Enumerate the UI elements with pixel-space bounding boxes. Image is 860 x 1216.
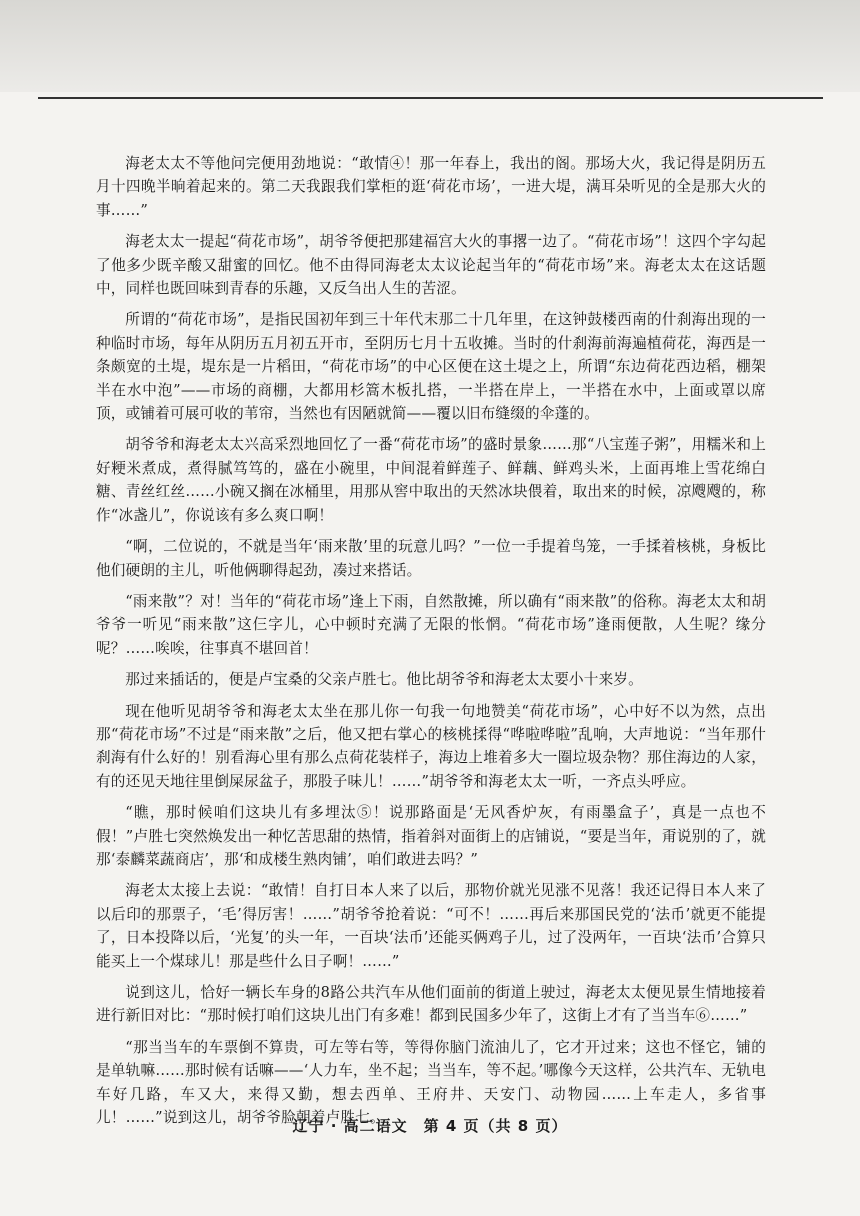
paragraph-10: 海老太太接上去说：“敢情！自打日本人来了以后，那物价就光见涨不见落！我还记得日本人来了以后印的那票子，‘毛’得厉害！……”胡爷爷抢着说：“可不！……再后来那国民党的‘法币’就更不能提了，日本投降以后，‘光复’的头一年，一百块‘法币’还能买俩鸡子儿，过了没两年，一百块‘法币’合算只能买上一个煤球儿！那是些什么日子啊！……” <box>96 882 766 970</box>
paragraph-7: 那过来插话的，便是卢宝桑的父亲卢胜七。他比胡爷爷和海老太太要小十来岁。 <box>125 671 643 689</box>
paragraph-3: 所谓的“荷花市场”，是指民国初年到三十年代末那二十几年里，在这钟鼓楼西南的什刹海出现的一种临时市场，每年从阴历五月初五开市，至阴历七月十五收摊。当时的什刹海前海遍植荷花，海西是一条颇宽的土堤，堤东是一片稻田，“荷花市场”的中心区便在这土堤之上，所谓“东边荷花西边稻，棚架半在水中泡”——市场的商棚，大都用杉篙木板扎搭，一半搭在岸上，一半搭在水中，上面或罩以席顶，或铺着可展可收的苇帘，当然也有因陋就简——覆以旧布缝缀的伞蓬的。 <box>96 311 766 423</box>
document-body <box>96 152 766 1137</box>
paragraph-12: “那当当车的车票倒不算贵，可左等右等，等得你脑门流油儿了，它才开过来；这也不怪它，铺的是单轨嘛……那时候有话嘛——‘人力车，坐不起；当当车，等不起。’哪像今天这样，公共汽车、无轨电车好几路，车又大，来得又勤，想去西单、王府井、天安门、动物园……上车走人，多省事儿！……”说到这儿，胡爷爷脸朝着卢胜七。 <box>96 1038 766 1127</box>
paragraph-8: 现在他听见胡爷爷和海老太太坐在那儿你一句我一句地赞美“荷花市场”，心中好不以为然，点出那“荷花市场”不过是“雨来散”之后，他又把右掌心的核桃揉得“哗啦哗啦”乱响，大声地说：“当年那什刹海有什么好的！别看海心里有那么点荷花装样子，海边上堆着多大一圈垃圾杂物？那住海边的人家，有的还见天地往里倒屎尿盆子，那股子味儿！……”胡爷爷和海老太太一听，一齐点头呼应。 <box>96 702 766 790</box>
page-footer: 辽宁 · 高二语文 第 4 页（共 8 页） <box>292 1117 568 1135</box>
paragraph-9: “瞧，那时候咱们这块儿有多埋汰⑤！说那路面是‘无风香炉灰，有雨墨盒子’，真是一点也不假！”卢胜七突然焕发出一种忆苦思甜的热情，指着斜对面街上的店铺说，“要是当年，甭说别的了，就那‘泰麟菜蔬商店’，那‘和成楼生熟肉铺’，咱们敢进去吗？” <box>96 804 766 868</box>
paragraph-4: 胡爷爷和海老太太兴高采烈地回忆了一番“荷花市场”的盛时景象……那“八宝莲子粥”，用糯米和上好粳米煮成，煮得腻笃笃的，盛在小碗里，中间混着鲜莲子、鲜藕、鲜鸡头米，上面再堆上雪花绵白糖、青丝红丝……小碗又搁在冰桶里，用那从窖中取出的天然冰块偎着，取出来的时候，凉飕飕的，称作“冰盏儿”，你说该有多么爽口啊！ <box>96 436 766 524</box>
paragraph-2: 海老太太一提起“荷花市场”，胡爷爷便把那建福宫大火的事撂一边了。“荷花市场”！这四个字勾起了他多少既辛酸又甜蜜的回忆。他不由得同海老太太议论起当年的“荷花市场”来。海老太太在这话题中，同样也既回味到青春的乐趣，又反刍出人生的苦涩。 <box>96 233 766 298</box>
paragraph-1: 海老太太不等他问完便用劲地说：“敢情④！那一年春上，我出的阁。那场大火，我记得是阴历五月十四晚半晌着起来的。第二天我跟我们掌柜的逛‘荷花市场’，一进大堤，满耳朵听见的全是那大火的事……” <box>96 155 766 219</box>
paragraph-5: “啊，二位说的，不就是当年‘雨来散’里的玩意儿吗？”一位一手提着鸟笼，一手揉着核桃，身板比他们硬朗的主儿，听他俩聊得起劲，凑过来搭话。 <box>96 538 766 579</box>
scan-top-band <box>0 0 860 92</box>
header-rule <box>38 97 823 99</box>
paragraph-11: 说到这儿，恰好一辆长车身的8路公共汽车从他们面前的街道上驶过，海老太太便见景生情地接着进行新旧对比：“那时候打咱们这块儿出门有多难！都到民国多少年了，这街上才有了当当车⑥……” <box>96 984 766 1025</box>
paragraph-6: “雨来散”？对！当年的“荷花市场”逢上下雨，自然散摊，所以确有“雨来散”的俗称。海老太太和胡爷爷一听见“雨来散”这仨字儿，心中顿时充满了无限的怅惘。“荷花市场”逢雨便散，人生呢？缘分呢？……唉唉，往事真不堪回首！ <box>96 592 766 657</box>
